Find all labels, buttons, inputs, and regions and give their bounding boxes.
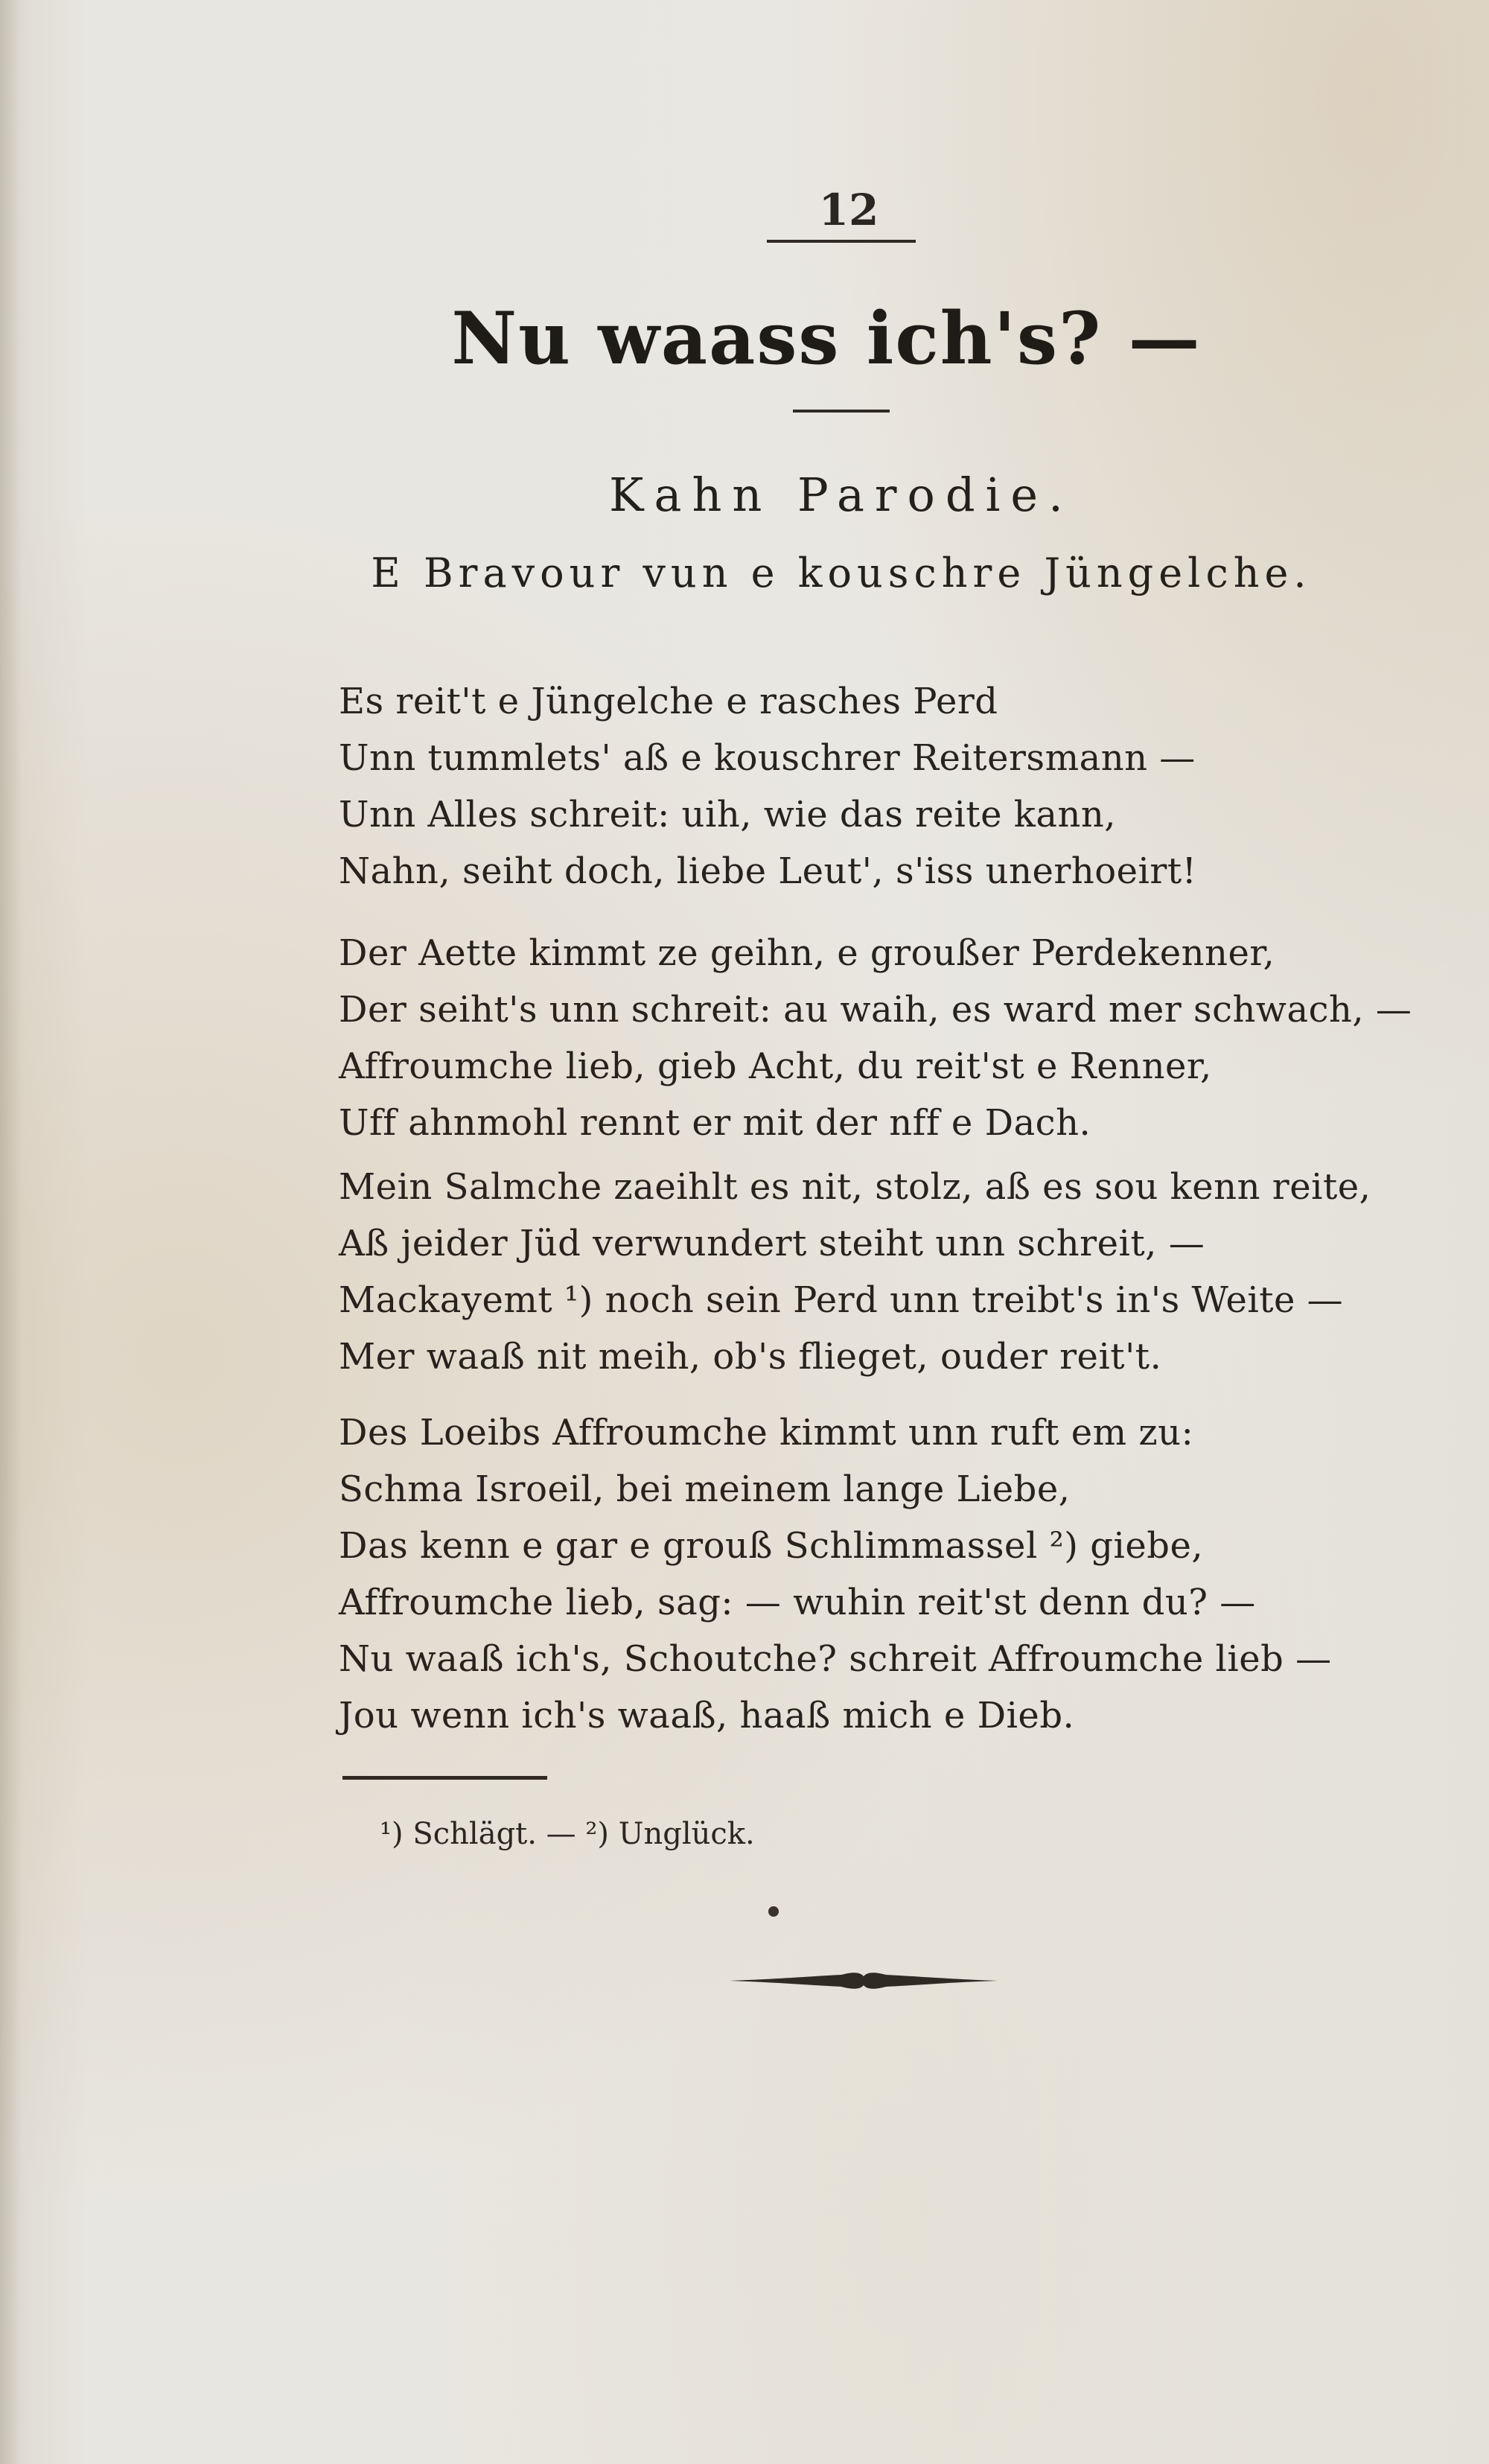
stanza-2 (339, 925, 1412, 1151)
verse-line: Der Aette kimmt ze geihn, e groußer Perdekenner, (339, 932, 1275, 974)
poem-subtitle: Kahn Parodie. (609, 468, 1074, 522)
verse-line: Unn tummlets' aß e kouschrer Reitersmann — (339, 737, 1196, 779)
stanza-4 (339, 1404, 1396, 1744)
verse-line: Des Loeibs Affroumche kimmt unn ruft em zu: (339, 1412, 1194, 1454)
verse-line: Schma Isroeil, bei meinem lange Liebe, (339, 1468, 1071, 1510)
verse-line: Jou wenn ich's waaß, haaß mich e Dieb. (339, 1695, 1075, 1736)
header-rule (767, 240, 916, 243)
page-number: 12 (818, 185, 879, 235)
verse-line: Mer waaß nit meih, ob's flieget, ouder reit't. (339, 1336, 1162, 1378)
verse-line: Mein Salmche zaeihlt es nit, stolz, aß es sou kenn reite, (339, 1166, 1371, 1208)
verse-line: Affroumche lieb, sag: — wuhin reit'st denn du? — (339, 1582, 1256, 1623)
verse-line: Nu waaß ich's, Schoutche? schreit Affroumche lieb — (339, 1638, 1332, 1680)
stanza-1 (339, 673, 1396, 900)
verse-line: Unn Alles schreit: uih, wie das reite kann, (339, 794, 1117, 835)
stanza-3 (339, 1159, 1396, 1385)
verse-line: Affroumche lieb, gieb Acht, du reit'st e Renner, (339, 1045, 1212, 1087)
poem-dedication: E Bravour vun e kouschre Jüngelche. (371, 550, 1312, 596)
verse-line: Der seiht's unn schreit: au waih, es ward mer schwach, — (339, 989, 1412, 1031)
verse-line: Mackayemt ¹) noch sein Perd unn treibt's in's Weite — (339, 1279, 1344, 1321)
title-rule (793, 410, 890, 413)
page-gutter-shadow (0, 0, 22, 2464)
end-ornament-icon (730, 1966, 998, 1996)
footnote: ¹) Schlägt. — ²) Unglück. (380, 1817, 755, 1851)
footnote-rule (342, 1776, 547, 1780)
ink-speck (768, 1906, 779, 1917)
verse-line: Aß jeider Jüd verwundert steiht unn schreit, — (339, 1223, 1205, 1264)
verse-line: Uff ahnmohl rennt er mit der nff e Dach. (339, 1102, 1091, 1144)
verse-line: Das kenn e gar e grouß Schlimmassel ²) giebe, (339, 1525, 1204, 1567)
verse-line: Es reit't e Jüngelche e rasches Perd (339, 681, 998, 722)
verse-line: Nahn, seiht doch, liebe Leut', s'iss unerhoeirt! (339, 850, 1197, 892)
poem-title: Nu waass ich's? — (451, 296, 1202, 381)
